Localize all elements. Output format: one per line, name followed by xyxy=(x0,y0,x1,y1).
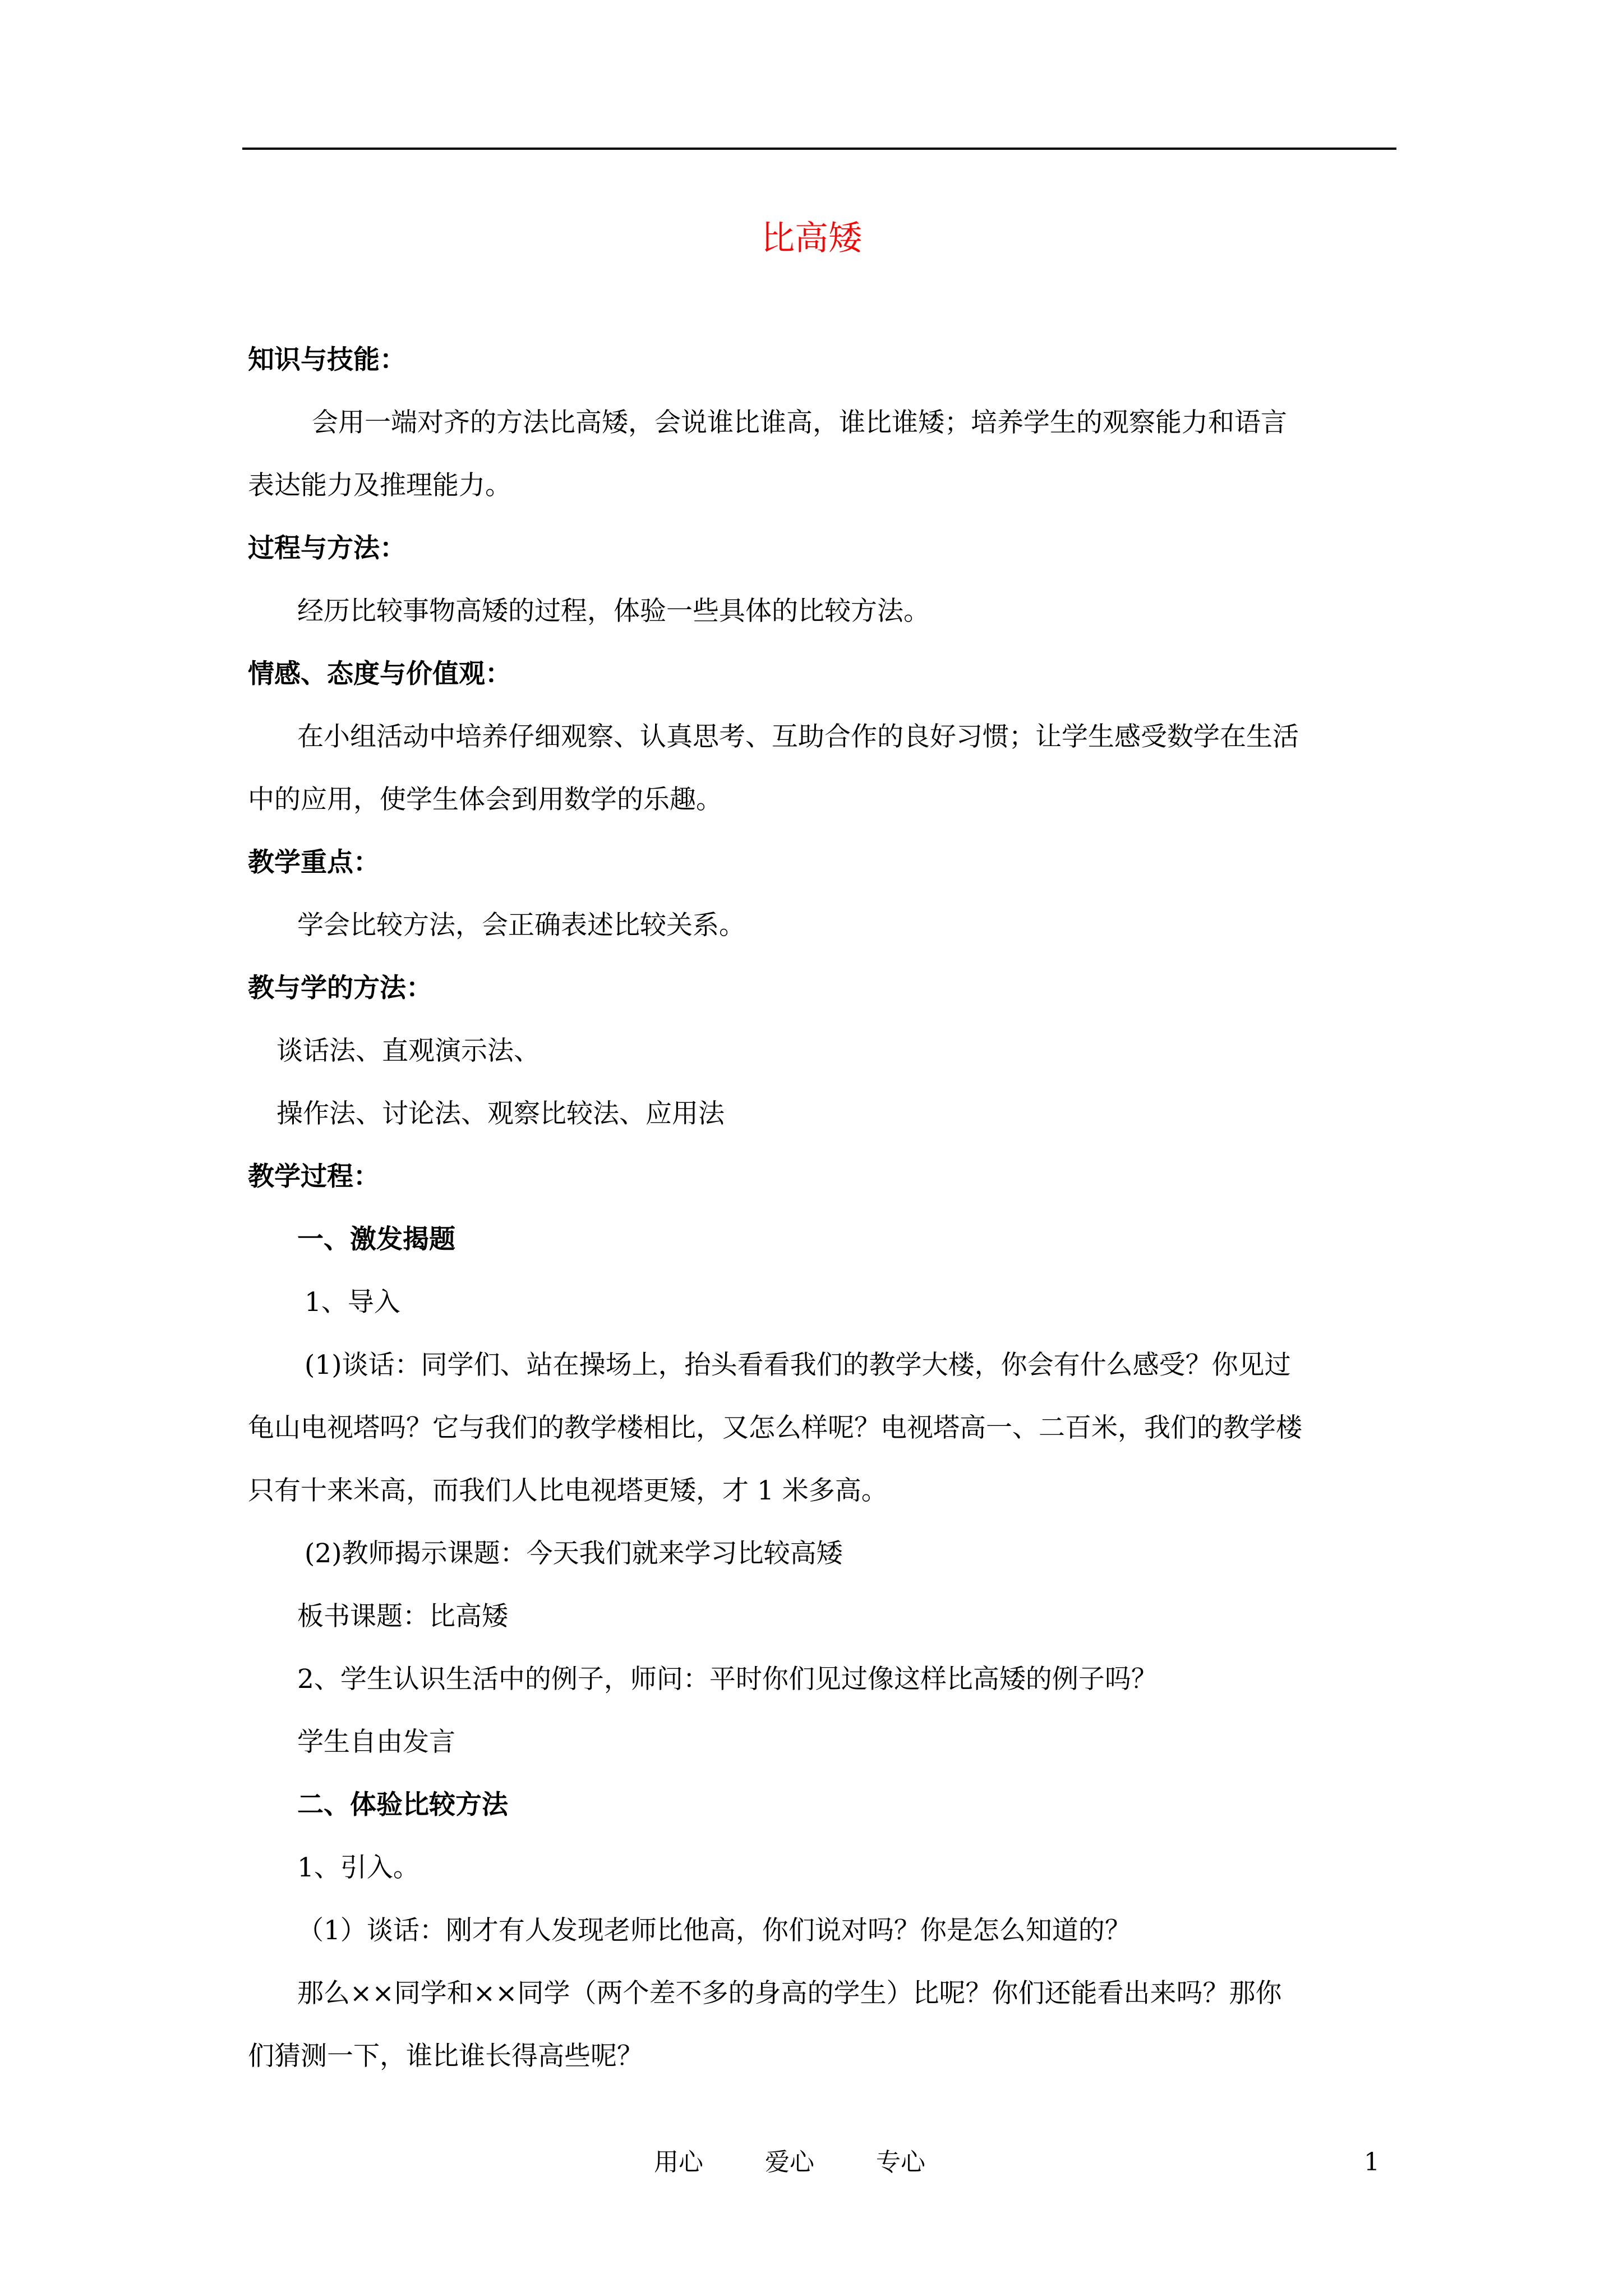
list-item: 1、导入 xyxy=(305,1287,400,1318)
paragraph-line: 那么××同学和××同学（两个差不多的身高的学生）比呢？你们还能看出来吗？那你 xyxy=(297,1978,1282,2009)
paragraph-line: (2)教师揭示课题：今天我们就来学习比较高矮 xyxy=(305,1538,843,1569)
list-item: 1、引入。 xyxy=(297,1852,419,1883)
section-heading-key-point: 教学重点： xyxy=(248,847,380,878)
paragraph-line: 中的应用，使学生体会到用数学的乐趣。 xyxy=(248,784,722,815)
section-heading-teaching-process: 教学过程： xyxy=(248,1161,380,1192)
paragraph-line: 操作法、讨论法、观察比较法、应用法 xyxy=(276,1098,725,1129)
paragraph-line: 2、学生认识生活中的例子，师问：平时你们见过像这样比高矮的例子吗？ xyxy=(297,1664,1158,1695)
paragraph-line: 谈话法、直观演示法、 xyxy=(276,1036,540,1066)
subsection-heading-intro: 一、激发揭题 xyxy=(297,1224,455,1255)
document-title: 比高矮 xyxy=(761,219,862,258)
paragraph-line: 经历比较事物高矮的过程，体验一些具体的比较方法。 xyxy=(297,596,930,627)
paragraph-line: 龟山电视塔吗？它与我们的教学楼相比，又怎么样呢？电视塔高一、二百米，我们的教学楼 xyxy=(248,1412,1302,1443)
paragraph-line: 表达能力及推理能力。 xyxy=(248,470,511,501)
paragraph-line: （1）谈话：刚才有人发现老师比他高，你们说对吗？你是怎么知道的？ xyxy=(297,1915,1131,1946)
section-heading-process: 过程与方法： xyxy=(248,533,406,564)
footer-motto-3: 专心 xyxy=(876,2148,925,2177)
paragraph-line: (1)谈话：同学们、站在操场上，抬头看看我们的教学大楼，你会有什么感受？你见过 xyxy=(305,1350,1291,1381)
header-rule xyxy=(242,148,1396,150)
paragraph-line: 们猜测一下，谁比谁长得高些呢？ xyxy=(248,2041,643,2072)
paragraph-line: 板书课题：比高矮 xyxy=(297,1601,508,1632)
footer-motto-2: 爱心 xyxy=(765,2148,814,2177)
paragraph-line: 学生自由发言 xyxy=(297,1727,455,1757)
paragraph-line: 只有十来米高，而我们人比电视塔更矮，才 1 米多高。 xyxy=(248,1475,888,1506)
paragraph-line: 学会比较方法，会正确表述比较关系。 xyxy=(297,910,745,941)
page-number: 1 xyxy=(1364,2148,1380,2177)
section-heading-knowledge: 知识与技能： xyxy=(248,344,406,375)
paragraph-line: 在小组活动中培养仔细观察、认真思考、互助合作的良好习惯；让学生感受数学在生活 xyxy=(297,721,1299,752)
section-heading-methods: 教与学的方法： xyxy=(248,973,432,1004)
paragraph-line: 会用一端对齐的方法比高矮，会说谁比谁高，谁比谁矮；培养学生的观察能力和语言 xyxy=(312,407,1287,438)
footer-motto-1: 用心 xyxy=(654,2148,703,2177)
subsection-heading-experience: 二、体验比较方法 xyxy=(297,1789,508,1820)
section-heading-attitude: 情感、态度与价值观： xyxy=(248,659,511,689)
